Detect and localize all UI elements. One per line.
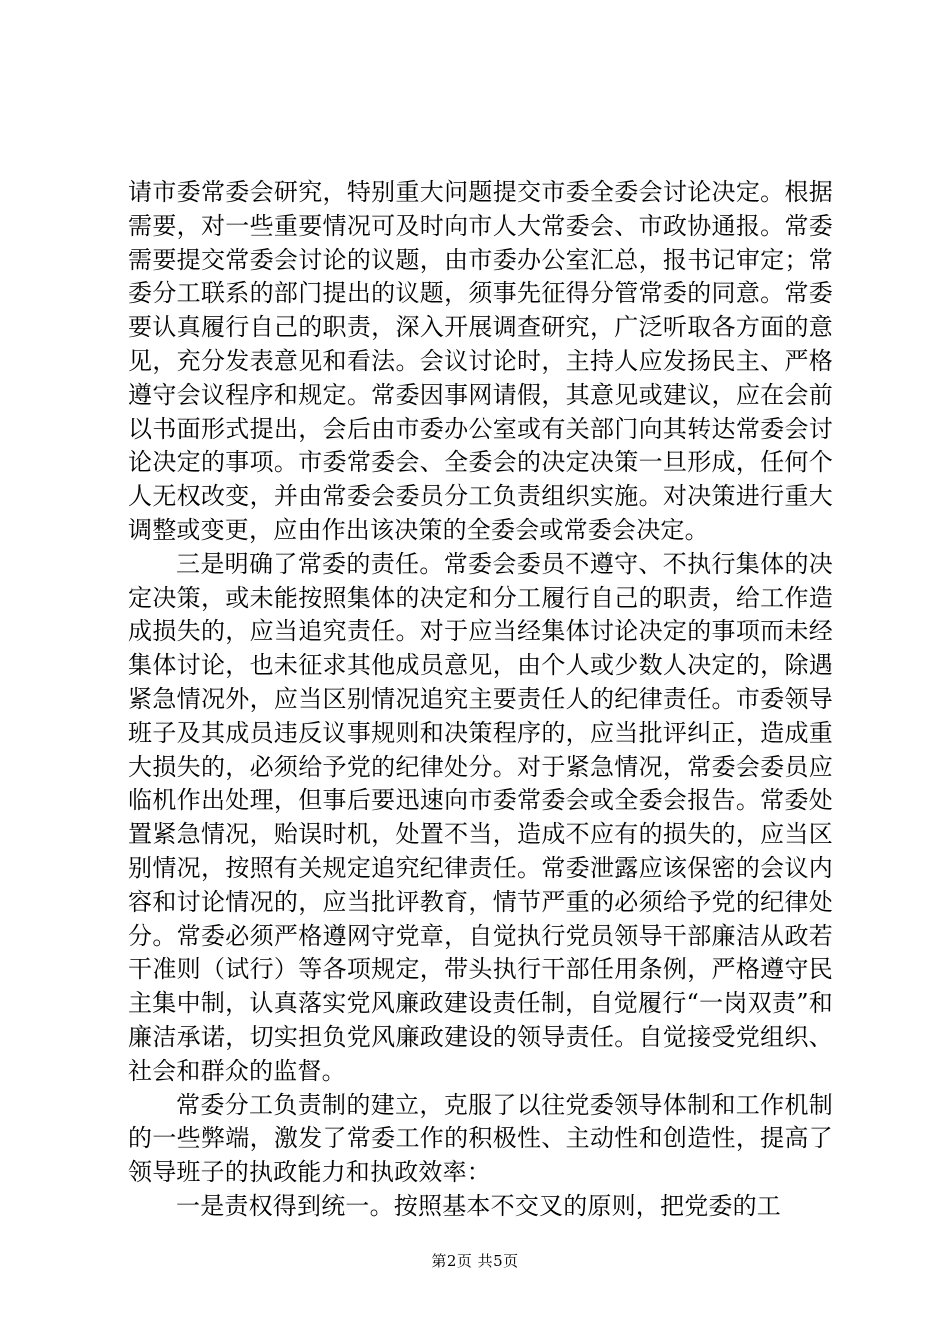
paragraph-point-one: 一是责权得到统一。按照基本不交叉的原则，把党委的工 <box>176 1191 781 1220</box>
paragraph-effects-intro: 常委分工负责制的建立，克服了以往党委领导体制和工作机制的一些弊端，激发了常委工作的积极性、主动性和创造性，提高了领导班子的执政能力和执政效率： <box>128 1090 833 1187</box>
page-number-footer: 第2页 共5页 <box>431 1252 519 1270</box>
paragraph-continued: 请市委常委会研究，特别重大问题提交市委全委会讨论决定。根据需要，对一些重要情况可及时向市人大常委会、市政协通报。常委需要提交常委会讨论的议题，由市委办公室汇总，报书记审定；常委分工联系的部门提出的议题，须事先征得分管常委的同意。常委要认真履行自己的职责，深入开展调查研究，广泛听取各方面的意见，充分发表意见和看法。会议讨论时，主持人应发扬民主、严格遵守会议程序和规定。常委因事网请假，其意见或建议，应在会前以书面形式提出，会后由市委办公室或有关部门向其转达常委会讨论决定的事项。市委常委会、全委会的决定决策一旦形成，任何个人无权改变，并由常委会委员分工负责组织实施。对决策进行重大调整或变更，应由作出该决策的全委会或常委会决定。 <box>128 178 833 544</box>
paragraph-responsibility: 三是明确了常委的责任。常委会委员不遵守、不执行集体的决定决策，或未能按照集体的决定和分工履行自己的职责，给工作造成损失的，应当追究责任。对于应当经集体讨论决定的事项而未经集体讨论，也未征求其他成员意见，由个人或少数人决定的，除遇紧急情况外，应当区别情况追究主要责任人的纪律责任。市委领导班子及其成员违反议事规则和决策程序的，应当批评纠正，造成重大损失的，必须给予党的纪律处分。对于紧急情况，常委会委员应临机作出处理，但事后要迅速向市委常委会或全委会报告。常委处置紧急情况，贻误时机，处置不当，造成不应有的损失的，应当区别情况，按照有关规定追究纪律责任。常委泄露应该保密的会议内容和讨论情况的，应当批评教育，情节严重的必须给予党的纪律处分。常委必须严格遵网守党章，自觉执行党员领导干部廉洁从政若干准则（试行）等各项规定，带头执行干部任用条例，严格遵守民主集中制，认真落实党风廉政建设责任制，自觉履行“一岗双责”和廉洁承诺，切实担负党风廉政建设的领导责任。自觉接受党组织、社会和群众的监督。 <box>128 549 833 1085</box>
document-body <box>128 176 833 1224</box>
